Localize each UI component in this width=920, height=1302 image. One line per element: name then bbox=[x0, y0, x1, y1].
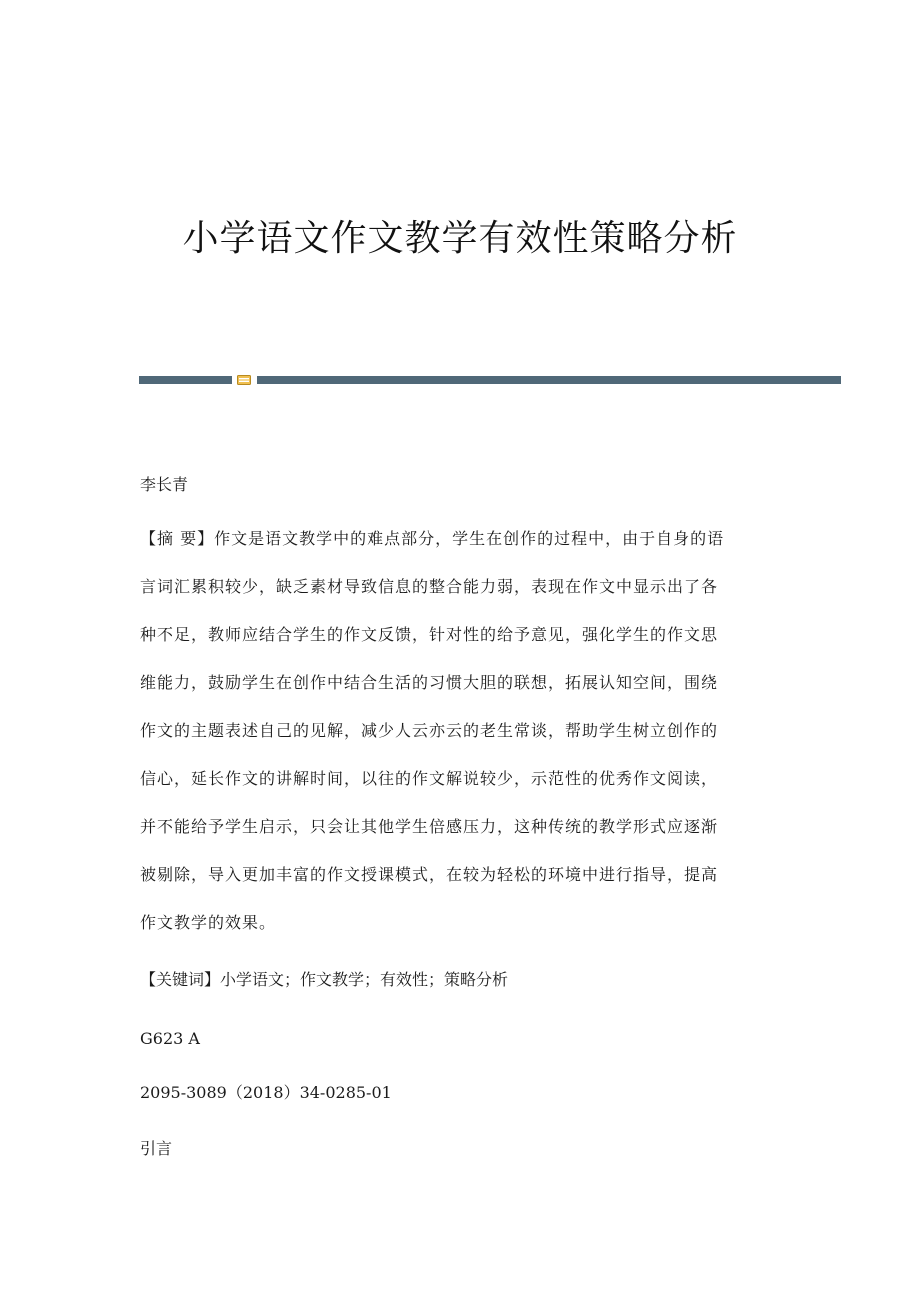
abstract-line: 种不足，教师应结合学生的作文反馈，针对性的给予意见，强化学生的作文思 bbox=[140, 625, 719, 644]
keywords-label: 【关键词】 bbox=[140, 970, 221, 989]
abstract-line: 被剔除，导入更加丰富的作文授课模式，在较为轻松的环境中进行指导，提高 bbox=[140, 865, 719, 884]
abstract-block bbox=[140, 527, 780, 959]
divider-bar-right bbox=[257, 376, 841, 384]
abstract-line: 并不能给予学生启示，只会让其他学生倍感压力，这种传统的教学形式应逐渐 bbox=[140, 817, 719, 836]
section-heading: 引言 bbox=[140, 1139, 173, 1158]
keywords-line bbox=[140, 968, 508, 992]
author-name: 李长青 bbox=[140, 475, 189, 494]
issn-line: 2095-3089（2018）34-0285-01 bbox=[140, 1083, 392, 1102]
paper-title: 小学语文作文教学有效性策略分析 bbox=[182, 218, 738, 259]
abstract-line: 言词汇累积较少，缺乏素材导致信息的整合能力弱，表现在作文中显示出了各 bbox=[140, 577, 719, 596]
abstract-line bbox=[140, 527, 780, 575]
abstract-line: 信心，延长作文的讲解时间，以往的作文解说较少，示范性的优秀作文阅读， bbox=[140, 769, 719, 788]
divider-bar-left bbox=[139, 376, 232, 384]
abstract-line-text: 作文是语文教学中的难点部分，学生在创作的过程中，由于自身的语 bbox=[214, 529, 725, 548]
abstract-line: 作文教学的效果。 bbox=[140, 913, 277, 932]
abstract-label: 【摘 要】 bbox=[140, 529, 215, 548]
abstract-line: 作文的主题表述自己的见解，减少人云亦云的老生常谈，帮助学生树立创作的 bbox=[140, 721, 719, 740]
classification-code: G623 A bbox=[140, 1029, 200, 1048]
abstract-line: 维能力，鼓励学生在创作中结合生活的习惯大胆的联想，拓展认知空间，围绕 bbox=[140, 673, 719, 692]
keywords-value: 小学语文；作文教学；有效性；策略分析 bbox=[220, 970, 509, 989]
title-divider bbox=[139, 374, 841, 384]
folder-icon bbox=[237, 374, 251, 385]
